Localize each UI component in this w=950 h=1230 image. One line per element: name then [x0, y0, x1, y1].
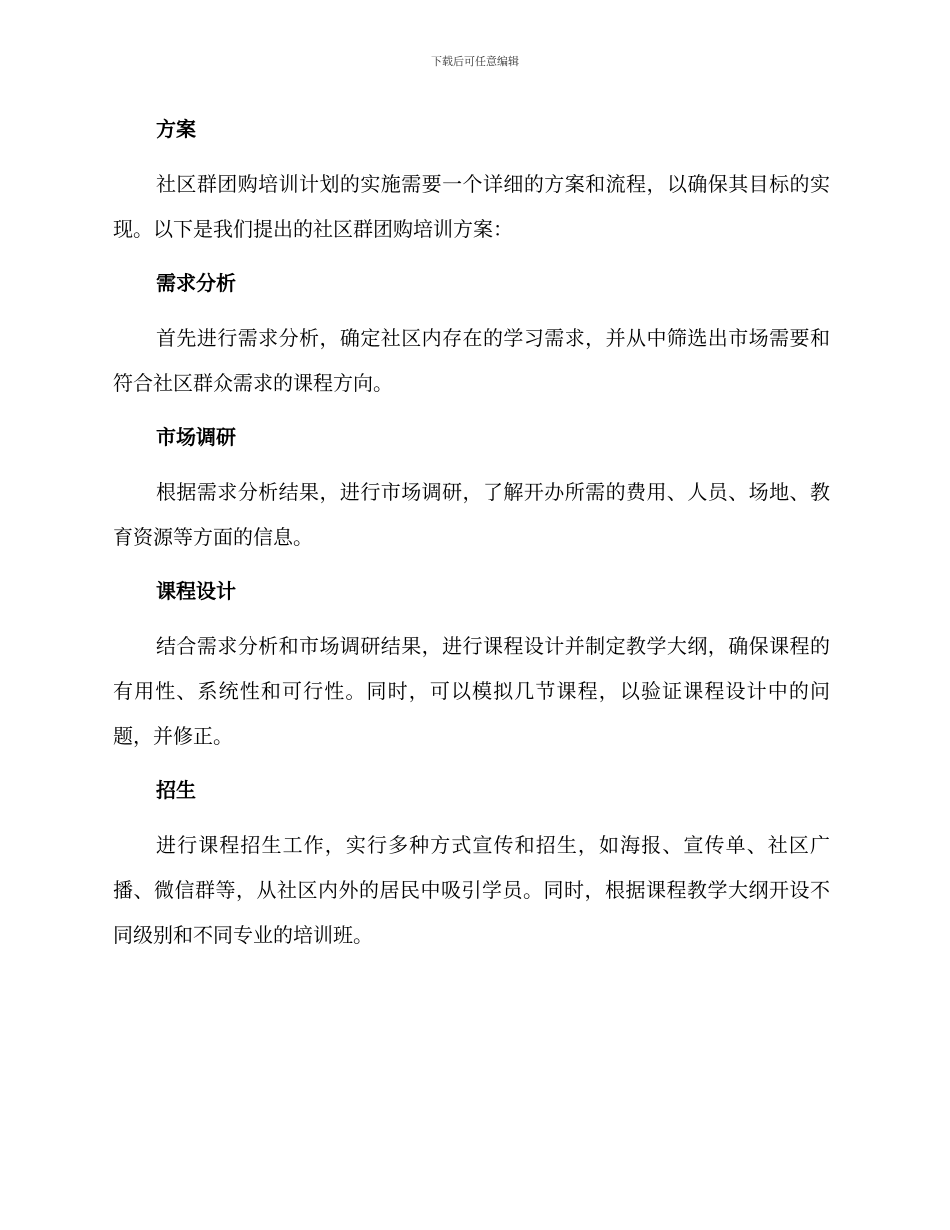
- section-paragraph: 根据需求分析结果，进行市场调研，了解开办所需的费用、人员、场地、教育资源等方面的信息。: [113, 480, 830, 549]
- section-paragraph: 首先进行需求分析，确定社区内存在的学习需求，并从中筛选出市场需要和符合社区群众需求的课程方向。: [113, 326, 830, 395]
- section-heading: 市场调研: [156, 425, 236, 449]
- section-course-design: [113, 572, 830, 771]
- section-enrollment: [113, 771, 830, 958]
- section-paragraph: 进行课程招生工作，实行多种方式宣传和招生，如海报、宣传单、社区广播、微信群等，从社区内外的居民中吸引学员。同时，根据课程教学大纲开设不同级别和不同专业的培训班。: [113, 833, 830, 947]
- section-heading: 方案: [156, 117, 196, 141]
- section-heading: 需求分析: [156, 271, 236, 295]
- section-heading: 招生: [156, 778, 196, 802]
- section-needs-analysis: [113, 264, 830, 418]
- header-note: 下载后可任意编辑: [431, 55, 519, 68]
- section-paragraph: 社区群团购培训计划的实施需要一个详细的方案和流程，以确保其目标的实现。以下是我们提出的社区群团购培训方案：: [113, 172, 830, 241]
- document-body: [113, 110, 830, 958]
- section-market-research: [113, 418, 830, 572]
- section-heading: 课程设计: [156, 579, 236, 603]
- section-plan: [113, 110, 830, 264]
- section-paragraph: 结合需求分析和市场调研结果，进行课程设计并制定教学大纲，确保课程的有用性、系统性和可行性。同时，可以模拟几节课程，以验证课程设计中的问题，并修正。: [113, 634, 830, 748]
